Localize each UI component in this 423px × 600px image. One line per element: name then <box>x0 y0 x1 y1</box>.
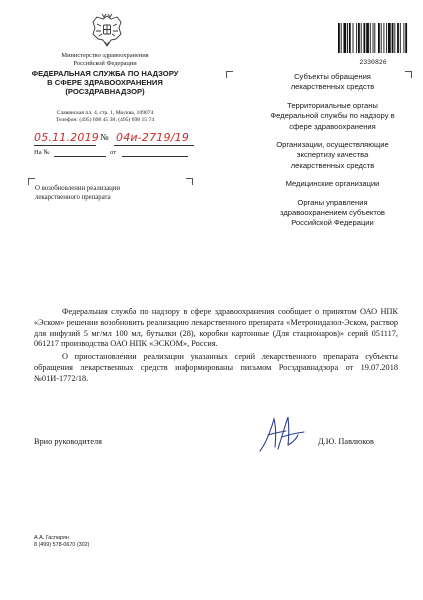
letter-body <box>34 307 398 387</box>
barcode-number: 2330826 <box>359 59 387 66</box>
registration-date: 05.11.2019 <box>34 131 99 144</box>
coat-of-arms-icon <box>90 12 124 50</box>
phone-line: Телефон: (495) 698 45 38; (495) 698 15 74 <box>55 117 155 124</box>
recipient-line: Территориальные органы <box>287 100 378 110</box>
recipient-line: Российской Федерации <box>291 218 374 228</box>
registration-number: 04и-2719/19 <box>116 131 190 144</box>
service-name <box>20 69 190 97</box>
recipient-item <box>250 101 415 132</box>
reference-number-label: На № <box>34 149 50 156</box>
recipient-item <box>250 140 415 171</box>
reference-row <box>34 149 194 161</box>
recipient-item <box>250 198 415 229</box>
subject-corner-right <box>186 178 193 185</box>
recipient-item <box>250 72 415 93</box>
recipient-line: лекарственных средств <box>290 160 375 170</box>
recipient-line: Федеральной службы по надзору в <box>270 111 395 121</box>
recipient-line: здравоохранением субъектов <box>280 208 385 218</box>
subject-text: лекарственного препарата <box>35 194 111 202</box>
address-block <box>20 110 190 124</box>
recipient-line: Субъекты обращения <box>294 72 371 81</box>
subject-text: О возобновлении реализации <box>35 185 121 192</box>
reference-number-underline <box>54 156 106 157</box>
barcode-icon <box>338 23 408 53</box>
reference-date-label: от <box>110 149 117 156</box>
ministry-line: Министерство здравоохранения <box>61 52 149 59</box>
subject-corner-left <box>28 178 35 185</box>
recipient-line: экспертизу качества <box>296 150 369 160</box>
recipients-block <box>250 72 415 237</box>
recipient-line: Органы управления <box>297 197 368 207</box>
number-sign: № <box>100 132 109 142</box>
ministry-line: Российской Федерации <box>73 59 137 67</box>
signer-title: Врио руководителя <box>34 437 102 446</box>
executor-phone: 8 (499) 578-0670 (302) <box>34 542 90 548</box>
body-paragraph: Федеральная служба по надзору в сфере здравоохранения сообщает о принятом ОАО НПК «Эском» решении возобновить реализацию лекарственного препарата «Метронидазол-Эском, раствор для инфузий 5 мг/мл 100 мл, бутылки (28), коробки картонные (Для стационаров)» серий 051117, 061217 производства ОАО НПК «ЭСКОМ», Россия. <box>34 307 398 349</box>
barcode <box>338 23 408 66</box>
reference-date-underline <box>122 156 188 157</box>
signer-name: Д.Ю. Павлюков <box>318 437 374 446</box>
ministry-name <box>20 52 190 67</box>
service-line: В СФЕРЕ ЗДРАВООХРАНЕНИЯ <box>47 78 163 88</box>
service-line: (РОСЗДРАВНАДЗОР) <box>65 87 145 97</box>
handwritten-signature <box>254 413 308 457</box>
executor-block <box>34 535 89 549</box>
body-paragraph: О приостановлении реализации указанных серий лекарственного препарата субъекты обращения лекарственных средств информированы письмом Росздравнадзора от 19.07.2018 №01И-1772/18. <box>34 352 398 383</box>
address-line: Славянская пл. 4, стр. 1, Москва, 109074 <box>56 110 154 116</box>
recipient-corner-left <box>226 71 233 78</box>
service-line: ФЕДЕРАЛЬНАЯ СЛУЖБА ПО НАДЗОРУ <box>31 69 179 78</box>
executor-name: А.А. Гаспарян <box>34 535 69 541</box>
subject-line <box>35 184 185 202</box>
number-underline <box>114 145 194 146</box>
recipient-line: Медицинские организации <box>285 179 380 189</box>
recipient-line: лекарственных средств <box>290 82 375 92</box>
recipient-line: Организации, осуществляющие <box>276 140 389 150</box>
recipient-line: сфере здравоохранения <box>289 121 376 131</box>
recipient-item <box>250 179 415 189</box>
date-underline <box>34 145 96 146</box>
